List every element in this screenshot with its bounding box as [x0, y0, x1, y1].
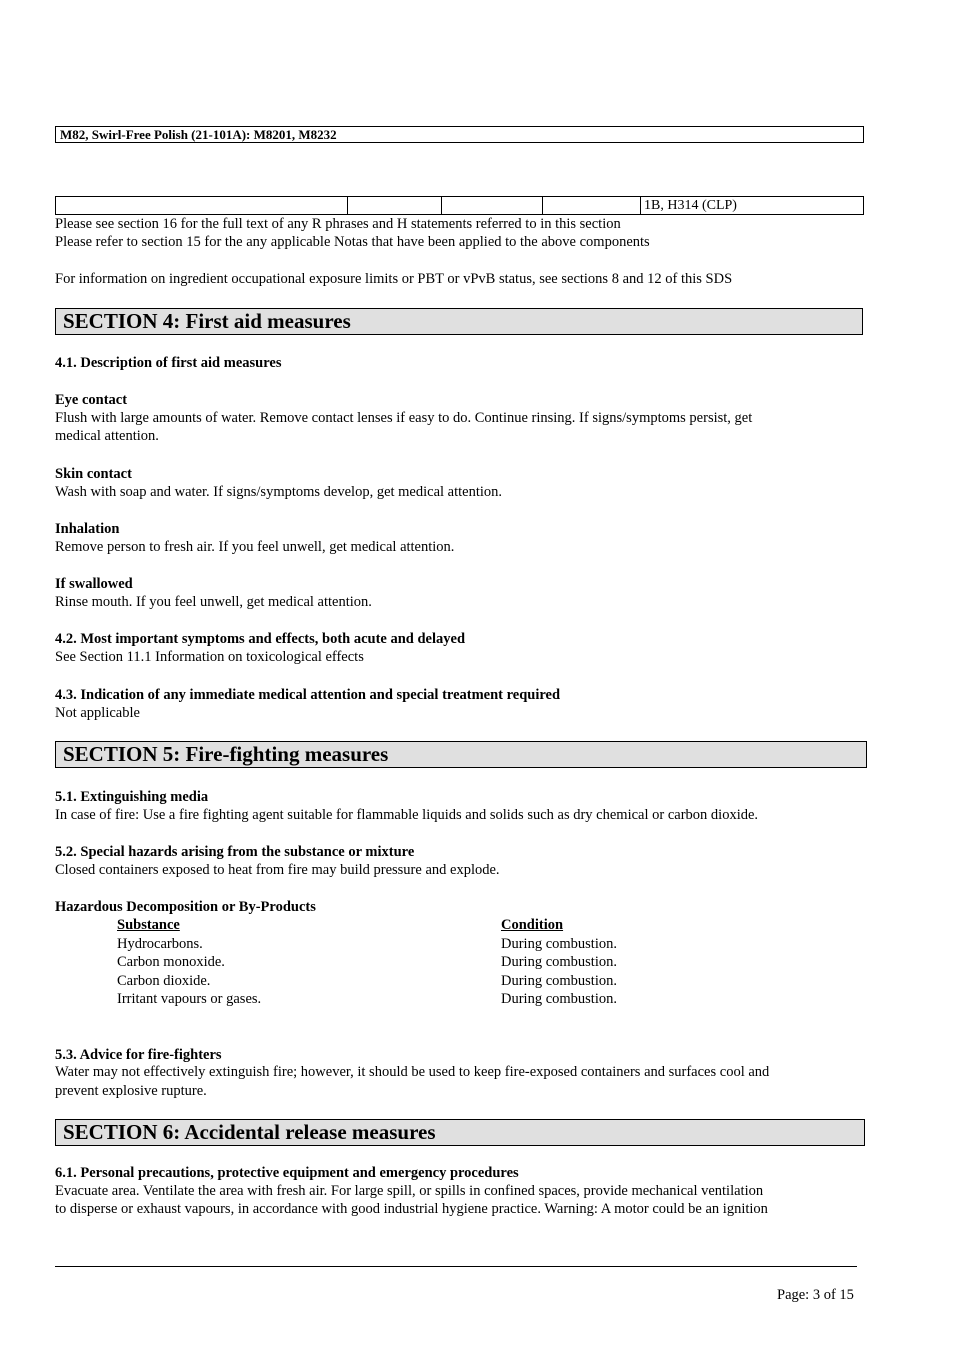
- subsection-6-1-text: Evacuate area. Ventilate the area with fresh air. For large spill, or spills in confined spaces, provide mechanical ventilation: [55, 1183, 764, 1199]
- substance-cell: Carbon monoxide.: [117, 954, 225, 970]
- note-notas: Please refer to section 15 for the any applicable Notas that have been applied to the above components: [55, 234, 650, 250]
- subsection-5-3-text-cont: prevent explosive rupture.: [55, 1083, 207, 1099]
- page-number: Page: 3 of 15: [777, 1287, 854, 1303]
- substance-cell: Hydrocarbons.: [117, 936, 203, 952]
- note-exposure: For information on ingredient occupational exposure limits or PBT or vPvB status, see sections 8 and 12 of this SDS: [55, 271, 733, 287]
- table-cell: 1B, H314 (CLP): [641, 197, 864, 215]
- condition-cell: During combustion.: [501, 954, 617, 970]
- subsection-6-1: 6.1. Personal precautions, protective equipment and emergency procedures: [55, 1165, 519, 1181]
- subsection-4-3: 4.3. Indication of any immediate medical attention and special treatment required: [55, 687, 561, 703]
- table-cell: [543, 197, 641, 215]
- table-cell: [442, 197, 543, 215]
- condition-cell: During combustion.: [501, 936, 617, 952]
- subsection-5-1: 5.1. Extinguishing media: [55, 789, 209, 805]
- condition-column-header: Condition: [501, 917, 564, 933]
- subsection-6-1-text-cont: to disperse or exhaust vapours, in accordance with good industrial hygiene practice. Warning: A motor could be an ignition: [55, 1201, 768, 1217]
- note-r-phrases: Please see section 16 for the full text of any R phrases and H statements referred to in this section: [55, 216, 621, 232]
- eye-contact-heading: Eye contact: [55, 392, 128, 408]
- subsection-5-3-text: Water may not effectively extinguish fire; however, it should be used to keep fire-exposed containers and surfaces cool and: [55, 1064, 770, 1080]
- condition-cell: During combustion.: [501, 991, 617, 1007]
- subsection-4-1: 4.1. Description of first aid measures: [55, 355, 282, 371]
- subsection-5-3: 5.3. Advice for fire-fighters: [55, 1047, 222, 1063]
- subsection-4-2: 4.2. Most important symptoms and effects, both acute and delayed: [55, 631, 466, 647]
- skin-contact-heading: Skin contact: [55, 466, 132, 482]
- table-row: [56, 197, 864, 215]
- subsection-5-2: 5.2. Special hazards arising from the substance or mixture: [55, 844, 415, 860]
- substance-cell: Irritant vapours or gases.: [117, 991, 262, 1007]
- subsection-4-3-text: Not applicable: [55, 705, 140, 721]
- document-header: M82, Swirl-Free Polish (21-101A): M8201, M8232: [55, 126, 864, 143]
- section-4-title: SECTION 4: First aid measures: [55, 308, 863, 335]
- table-cell: [348, 197, 442, 215]
- table-cell: [56, 197, 348, 215]
- swallowed-heading: If swallowed: [55, 576, 133, 592]
- eye-contact-text: Flush with large amounts of water. Remove contact lenses if easy to do. Continue rinsing. If signs/symptoms persist, get: [55, 410, 753, 426]
- ingredient-table: [55, 196, 864, 215]
- condition-cell: During combustion.: [501, 973, 617, 989]
- inhalation-text: Remove person to fresh air. If you feel unwell, get medical attention.: [55, 539, 455, 555]
- footer-divider: [55, 1266, 857, 1267]
- substance-cell: Carbon dioxide.: [117, 973, 211, 989]
- subsection-5-2-text: Closed containers exposed to heat from fire may build pressure and explode.: [55, 862, 500, 878]
- substance-column-header: Substance: [117, 917, 180, 933]
- eye-contact-text-cont: medical attention.: [55, 428, 159, 444]
- subsection-5-1-text: In case of fire: Use a fire fighting agent suitable for flammable liquids and solids such as dry chemical or carbon dioxide.: [55, 807, 759, 823]
- inhalation-heading: Inhalation: [55, 521, 120, 537]
- subsection-4-2-text: See Section 11.1 Information on toxicological effects: [55, 649, 364, 665]
- section-5-title: SECTION 5: Fire-fighting measures: [55, 741, 867, 768]
- section-6-title: SECTION 6: Accidental release measures: [55, 1119, 865, 1146]
- swallowed-text: Rinse mouth. If you feel unwell, get medical attention.: [55, 594, 372, 610]
- skin-contact-text: Wash with soap and water. If signs/symptoms develop, get medical attention.: [55, 484, 503, 500]
- hazardous-decomposition-heading: Hazardous Decomposition or By-Products: [55, 899, 316, 915]
